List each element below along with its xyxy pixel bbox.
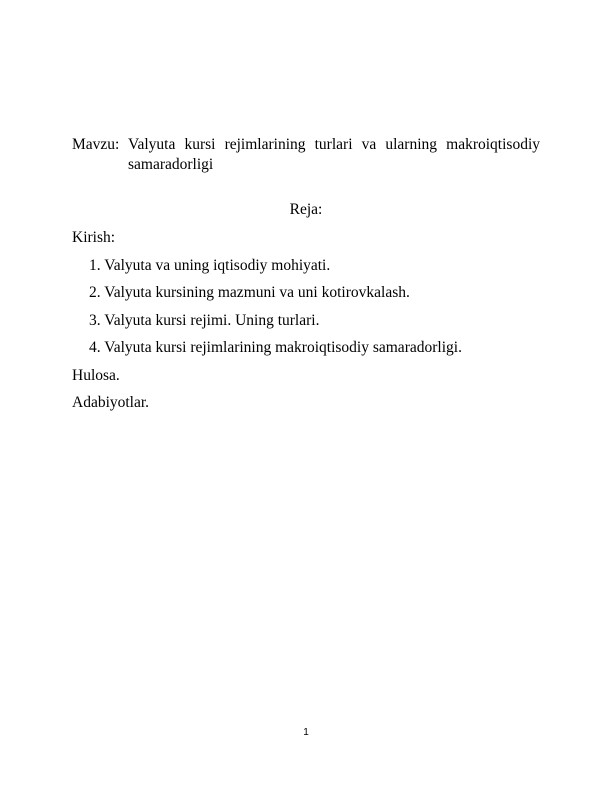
topic-title [128,135,540,175]
plan-item-1: 1. Valyuta va uning iqtisodiy mohiyati. [89,256,331,274]
plan-item-3: 3. Valyuta kursi rejimi. Uning turlari. [89,311,320,329]
plan-item-4: 4. Valyuta kursi rejimlarining makroiqtisodiy samaradorligi. [89,339,462,356]
plan-list [72,228,552,421]
plan-conclusion: Hulosa. [72,366,120,384]
plan-intro: Kirish: [72,229,116,246]
topic-block [72,135,540,175]
page-number: 1 [303,727,309,738]
topic-title-line-1: Valyuta kursi rejimlarining turlari va ularning makroiqtisodiy [128,136,540,153]
topic-row [72,135,540,175]
plan-heading: Reja: [289,201,323,218]
plan-references: Adabiyotlar. [72,394,150,411]
plan-item-2: 2. Valyuta kursining mazmuni va uni kotirovkalash. [89,284,410,301]
topic-label: Mavzu: [72,136,120,153]
topic-title-line-2: samaradorligi [128,156,214,173]
